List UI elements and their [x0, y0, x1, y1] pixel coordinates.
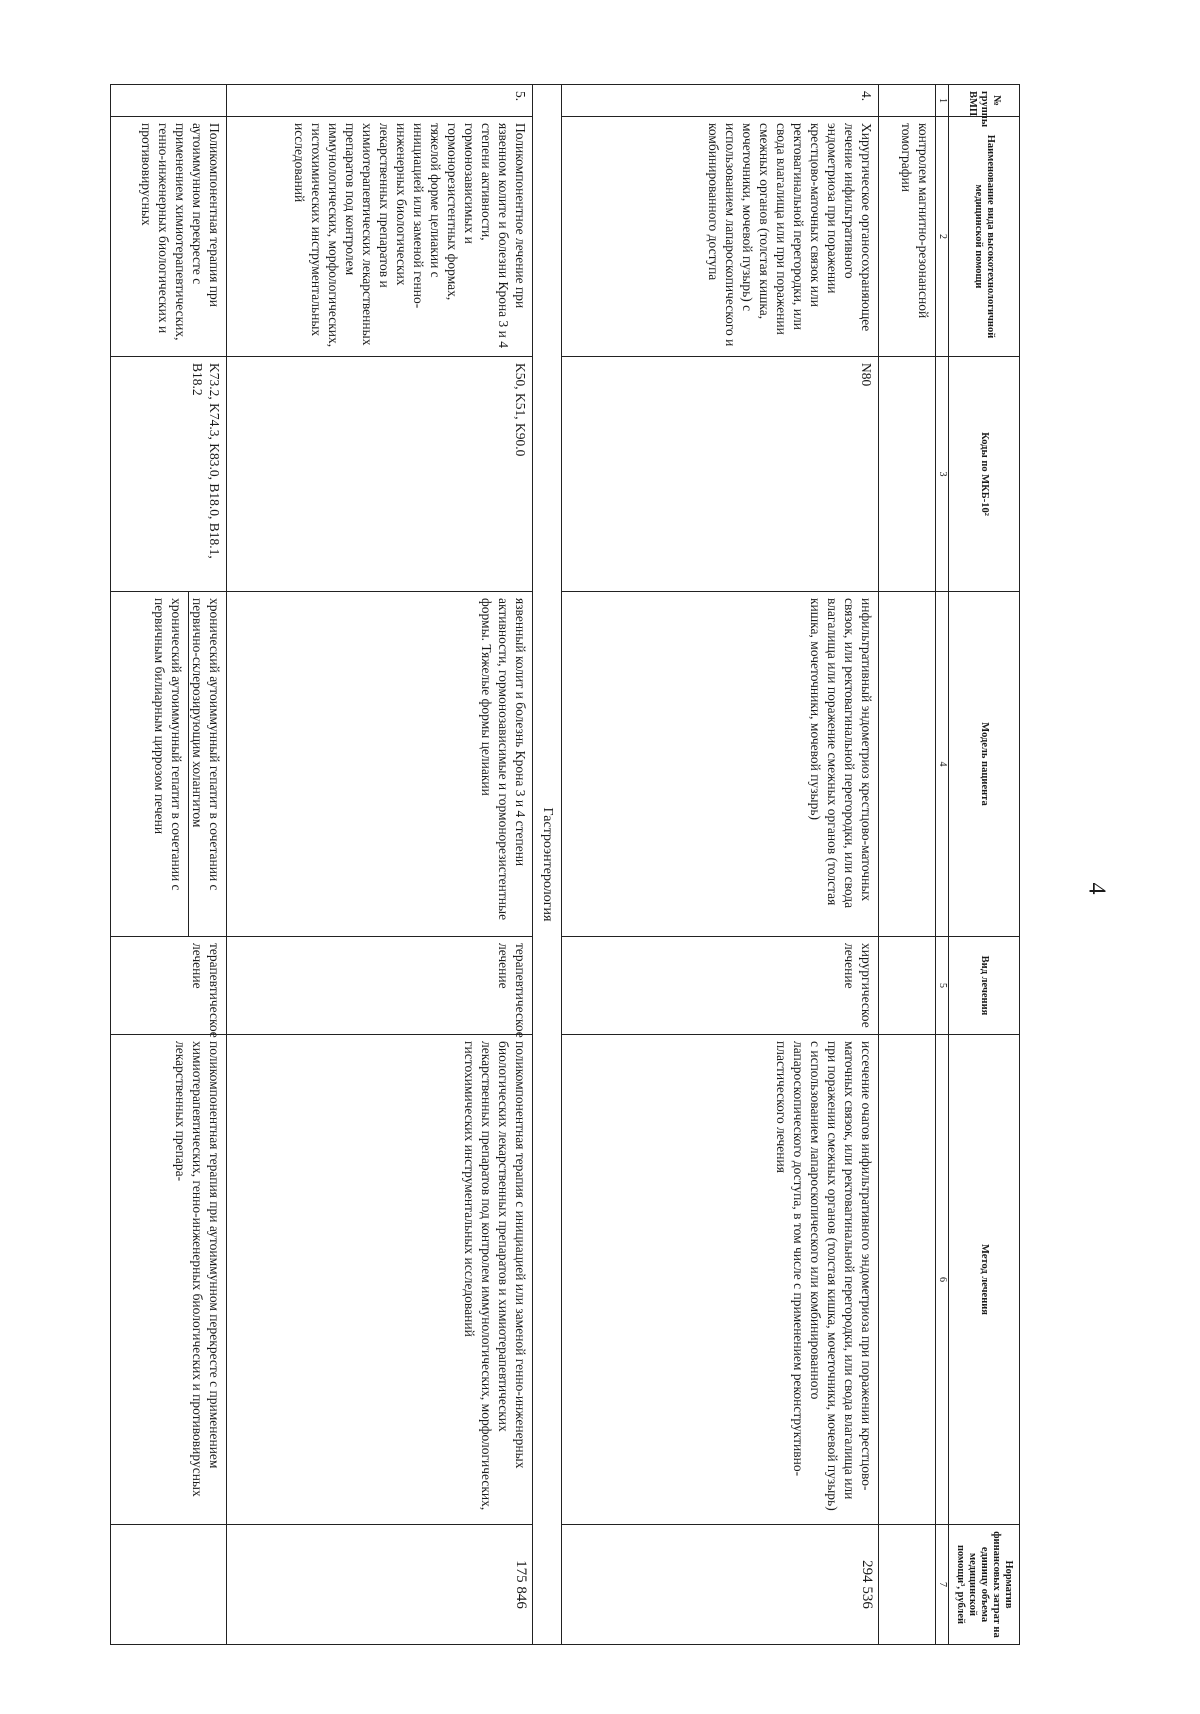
cell-name: Поликомпонентное лечение при язвенном колите и болезни Крона 3 и 4 степени активности, гормонозависимых и гормонорезистентных формах, тяжелой форме целиакии с инициацией или заменой генно-инженерных биологических лекарственных препаратов и химиотерапевтических лекарственных препаратов под контролем иммунологических, морфологических, гистохимических инструментальных исследований	[227, 117, 533, 357]
header-model: Модель пациента	[949, 592, 1020, 937]
section-title: Гастроэнтерология	[533, 85, 562, 1645]
cell-codes: N80	[561, 357, 878, 592]
cell-codes: K50, K51, K90.0	[227, 357, 533, 592]
cell-norm: 294 536	[561, 1525, 878, 1645]
column-number: 4	[935, 592, 949, 937]
cell-name: Хирургическое органосохраняющее лечение инфильтративного эндометриоза при поражении крестцово-маточных связок или ректовагинальной перегородки, или свода влагалища или при поражении смежных органов (толстая кишка, мочеточники, мочевой пузырь) с использованием лапароскопического и комбинированного доступа	[561, 117, 878, 357]
model-line-2: хронический аутоиммунный гепатит в сочетании с первичным билиарным циррозом печени	[148, 592, 189, 936]
cell-group	[878, 85, 935, 117]
cell-model: инфильтративный эндометриоз крестцово-маточных связок, или ректовагинальной перегородки, или свода влагалища или поражение смежных органов (толстая кишка, мочеточники, мочевой пузырь)	[561, 592, 878, 937]
cell-method: поликомпонентная терапия при аутоиммунном перекресте с применением химиотерапевтических, генно-инженерных биологических и противовирусных лекарственных препара-	[111, 1035, 227, 1525]
header-method: Метод лечения	[949, 1035, 1020, 1525]
cell-method: поликомпонентная терапия с инициацией или заменой генно-инженерных биологических лекарственных препаратов и химиотерапевтических лекарственных препаратов под контролем иммунологических, морфологических, гистохимических инструментальных исследований	[227, 1035, 533, 1525]
cell-group: 4.	[561, 85, 878, 117]
cell-model: язвенный колит и болезнь Крона 3 и 4 степени активности, гормонозависимые и гормонорезистентные формы. Тяжелые формы целиакии	[227, 592, 533, 937]
section-row	[533, 85, 562, 1645]
column-number: 6	[935, 1035, 949, 1525]
column-number: 7	[935, 1525, 949, 1645]
column-number: 1	[935, 85, 949, 117]
cell-group	[111, 85, 227, 117]
header-name: Наименование вида высокотехнологичной медицинской помощи	[949, 117, 1020, 357]
column-number: 5	[935, 937, 949, 1035]
cell-name: Поликомпонентная терапия при аутоиммунном перекресте с применением химиотерапевтических, генно-инженерных биологических и противовирусных	[111, 117, 227, 357]
page-number: 4	[1083, 882, 1110, 895]
cell-codes: K73.2, K74.3, K83.0, B18.0, B18.1, B18.2	[111, 357, 227, 592]
cell-name: контролем магнитно-резонансной томографии	[878, 117, 935, 357]
header-codes: Коды по МКБ-10²	[949, 357, 1020, 592]
cell-kind: хирургическое лечение	[561, 937, 878, 1035]
cell-codes	[878, 357, 935, 592]
header-kind: Вид лечения	[949, 937, 1020, 1035]
header-row	[949, 85, 1020, 1645]
table-row	[111, 85, 227, 1645]
cell-kind	[878, 937, 935, 1035]
cell-kind: терапевтическое лечение	[111, 937, 227, 1035]
header-group: № группы ВМП	[949, 85, 1020, 117]
cell-kind: терапевтическое лечение	[227, 937, 533, 1035]
vmp-table	[110, 84, 1020, 1645]
model-line-1: хронический аутоиммунный гепатит в сочетании с первично-склерозирующим холангитом	[190, 598, 223, 891]
cell-norm: 175 846	[227, 1525, 533, 1645]
table-row	[561, 85, 878, 1645]
cell-model	[878, 592, 935, 937]
cell-group: 5.	[227, 85, 533, 117]
column-number: 2	[935, 117, 949, 357]
table-row	[878, 85, 935, 1645]
cell-method	[878, 1035, 935, 1525]
cell-method: иссечение очагов инфильтративного эндометриоза при поражении крестцово-маточных связок, или ректовагинальной перегородки, или свода влагалища или при поражении смежных органов (толстая кишка, мочеточники, мочевой пузырь) с использованием лапароскопического или комбинированного лапароскопического доступа, в том числе с применением реконструктивно-пластического лечения	[561, 1035, 878, 1525]
cell-norm	[878, 1525, 935, 1645]
cell-norm	[111, 1525, 227, 1645]
column-number: 3	[935, 357, 949, 592]
cell-model	[111, 592, 227, 937]
header-norm: Норматив финансовых затрат на единицу объема медицинской помощи³, рублей	[949, 1525, 1020, 1645]
column-number-row	[935, 85, 949, 1645]
table-row	[227, 85, 533, 1645]
rotated-table-wrapper	[110, 84, 1020, 1644]
